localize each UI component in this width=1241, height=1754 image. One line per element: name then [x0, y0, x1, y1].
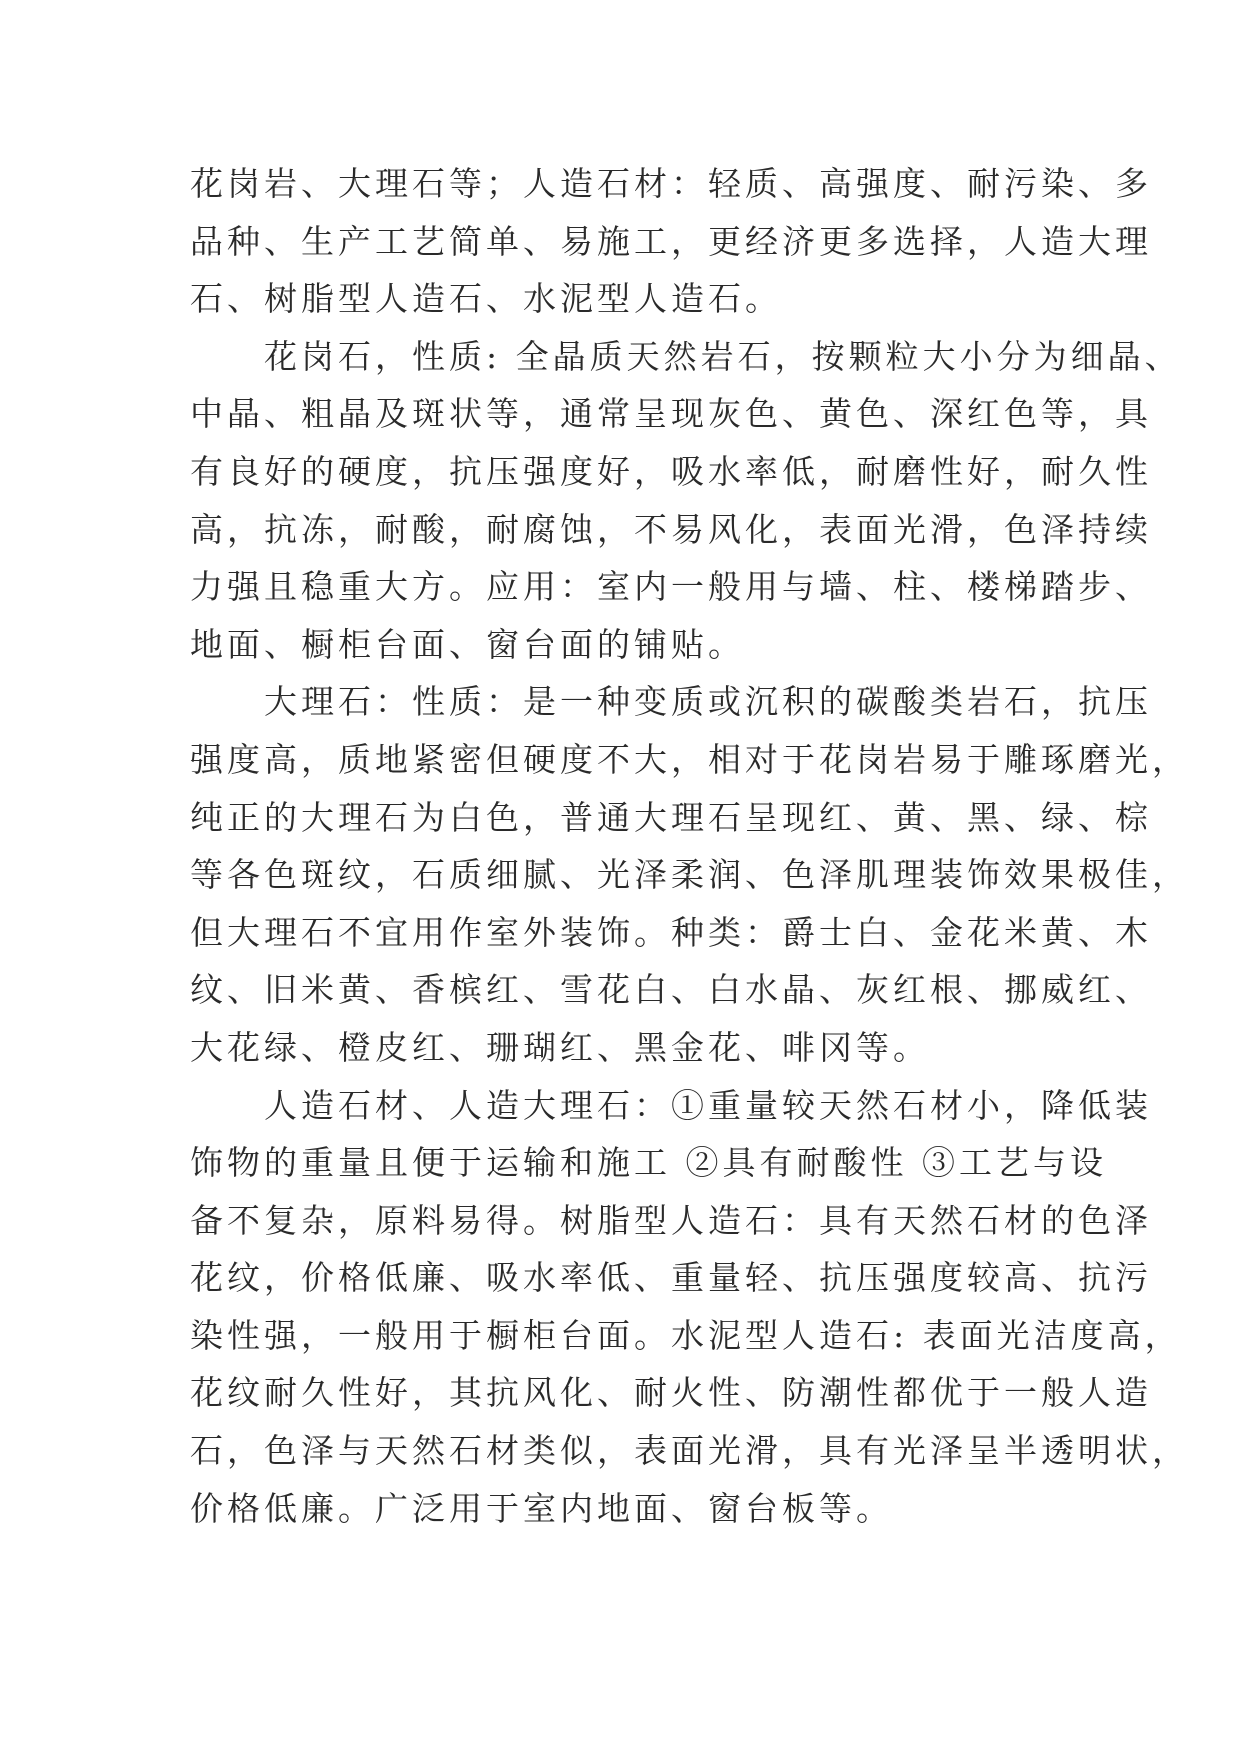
- text-line: 花岗石，性质: 全晶质天然岩石，按颗粒大小分为细晶、: [264, 336, 1182, 376]
- text-line: 等各色斑纹，石质细腻、光泽柔润、色泽肌理装饰效果极佳，: [190, 855, 1189, 895]
- text-line: 大理石：性质：是一种变质或沉积的碳酸类岩石，抗压: [264, 682, 1152, 722]
- text-line: 高，抗冻，耐酸，耐腐蚀，不易风化，表面光滑，色泽持续: [190, 509, 1152, 549]
- text-line: 地面、橱柜台面、窗台面的铺贴。: [190, 624, 745, 664]
- text-line: 中晶、粗晶及斑状等，通常呈现灰色、黄色、深红色等，具: [190, 394, 1152, 434]
- text-line: 纹、旧米黄、香槟红、雪花白、白水晶、灰红根、挪威红、: [190, 970, 1152, 1010]
- text-line: 价格低廉。广泛用于室内地面、窗台板等。: [190, 1488, 893, 1528]
- text-line: 花纹耐久性好，其抗风化、耐火性、防潮性都优于一般人造: [190, 1373, 1152, 1413]
- text-line: 强度高，质地紧密但硬度不大，相对于花岗岩易于雕琢磨光，: [190, 739, 1189, 779]
- text-line: 石、树脂型人造石、水泥型人造石。: [190, 279, 782, 319]
- paragraph-marble: [190, 673, 1189, 1076]
- text-line: 花纹，价格低廉、吸水率低、重量轻、抗压强度较高、抗污: [190, 1258, 1152, 1298]
- text-line: 品种、生产工艺简单、易施工，更经济更多选择，人造大理: [190, 221, 1152, 261]
- body-text: [190, 155, 1189, 1537]
- text-line: 人造石材、人造大理石：①重量较天然石材小，降低装: [264, 1085, 1152, 1125]
- text-line: 花岗岩、大理石等；人造石材：轻质、高强度、耐污染、多: [190, 164, 1152, 203]
- text-line: 有良好的硬度，抗压强度好，吸水率低，耐磨性好，耐久性: [190, 451, 1152, 491]
- text-line: 备不复杂，原料易得。树脂型人造石：具有天然石材的色泽: [190, 1200, 1152, 1240]
- text-line: 饰物的重量且便于运输和施工 ②具有耐酸性 ③工艺与设: [190, 1143, 1107, 1183]
- text-line: 石，色泽与天然石材类似，表面光滑，具有光泽呈半透明状，: [190, 1431, 1189, 1471]
- text-line: 纯正的大理石为白色，普通大理石呈现红、黄、黑、绿、棕: [190, 797, 1152, 837]
- text-line: 染性强，一般用于橱柜台面。水泥型人造石: 表面光洁度高，: [190, 1315, 1182, 1355]
- text-line: 但大理石不宜用作室外装饰。种类：爵士白、金花米黄、木: [190, 912, 1152, 952]
- paragraph-stone-overview: [190, 155, 1152, 328]
- paragraph-granite: [190, 328, 1182, 674]
- paragraph-artificial-stone: [190, 1077, 1189, 1538]
- text-line: 力强且稳重大方。应用：室内一般用与墙、柱、楼梯踏步、: [190, 567, 1152, 607]
- text-line: 大花绿、橙皮红、珊瑚红、黑金花、啡冈等。: [190, 1027, 930, 1067]
